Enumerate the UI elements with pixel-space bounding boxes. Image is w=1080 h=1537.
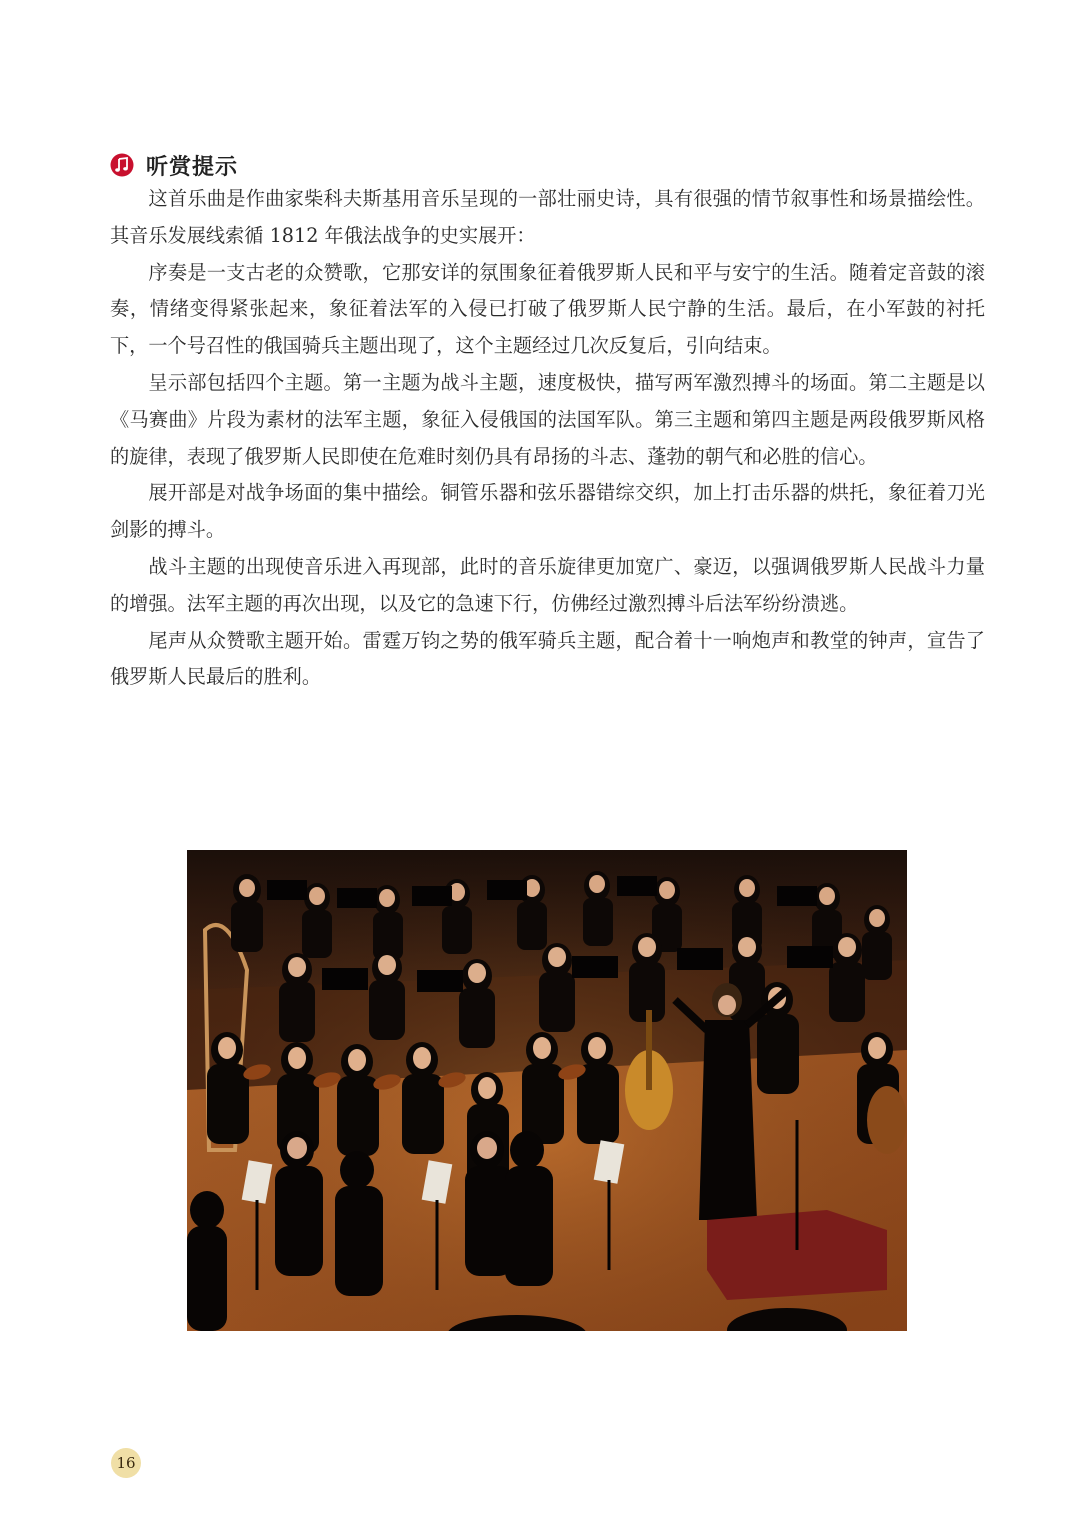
- paragraph-exposition: 呈示部包括四个主题。第一主题为战斗主题，速度极快，描写两军激烈搏斗的场面。第二主题是以《马赛曲》片段为素材的法军主题，象征入侵俄国的法国军队。第三主题和第四主题是两段俄罗斯风格的旋律，表现了俄罗斯人民即使在危难时刻仍具有昂扬的斗志、蓬勃的朝气和必胜的信心。: [110, 370, 985, 468]
- orchestra-illustration: [187, 850, 907, 1331]
- article-body: [110, 181, 985, 696]
- paragraph-intro: 这首乐曲是作曲家柴科夫斯基用音乐呈现的一部壮丽史诗，具有很强的情节叙事性和场景描绘性。其音乐发展线索循 1812 年俄法战争的史实展开：: [110, 187, 985, 247]
- paragraph-recapitulation: 战斗主题的出现使音乐进入再现部，此时的音乐旋律更加宽广、豪迈，以强调俄罗斯人民战斗力量的增强。法军主题的再次出现，以及它的急速下行，仿佛经过激烈搏斗后法军纷纷溃逃。: [110, 554, 985, 615]
- music-note-badge-icon: [110, 153, 134, 177]
- orchestra-photo: [187, 850, 907, 1331]
- section-heading: [110, 150, 238, 180]
- paragraph-development: 展开部是对战争场面的集中描绘。铜管乐器和弦乐器错综交织，加上打击乐器的烘托，象征着刀光剑影的搏斗。: [110, 481, 985, 542]
- section-title: 听赏提示: [146, 154, 239, 180]
- page-number: 16: [111, 1448, 141, 1478]
- paragraph-coda: 尾声从众赞歌主题开始。雷霆万钧之势的俄军骑兵主题，配合着十一响炮声和教堂的钟声，宣告了俄罗斯人民最后的胜利。: [110, 628, 985, 689]
- paragraph-introduction-section: 序奏是一支古老的众赞歌，它那安详的氛围象征着俄罗斯人民和平与安宁的生活。随着定音鼓的滚奏，情绪变得紧张起来，象征着法军的入侵已打破了俄罗斯人民宁静的生活。最后，在小军鼓的衬托下，一个号召性的俄国骑兵主题出现了，这个主题经过几次反复后，引向结束。: [110, 260, 985, 358]
